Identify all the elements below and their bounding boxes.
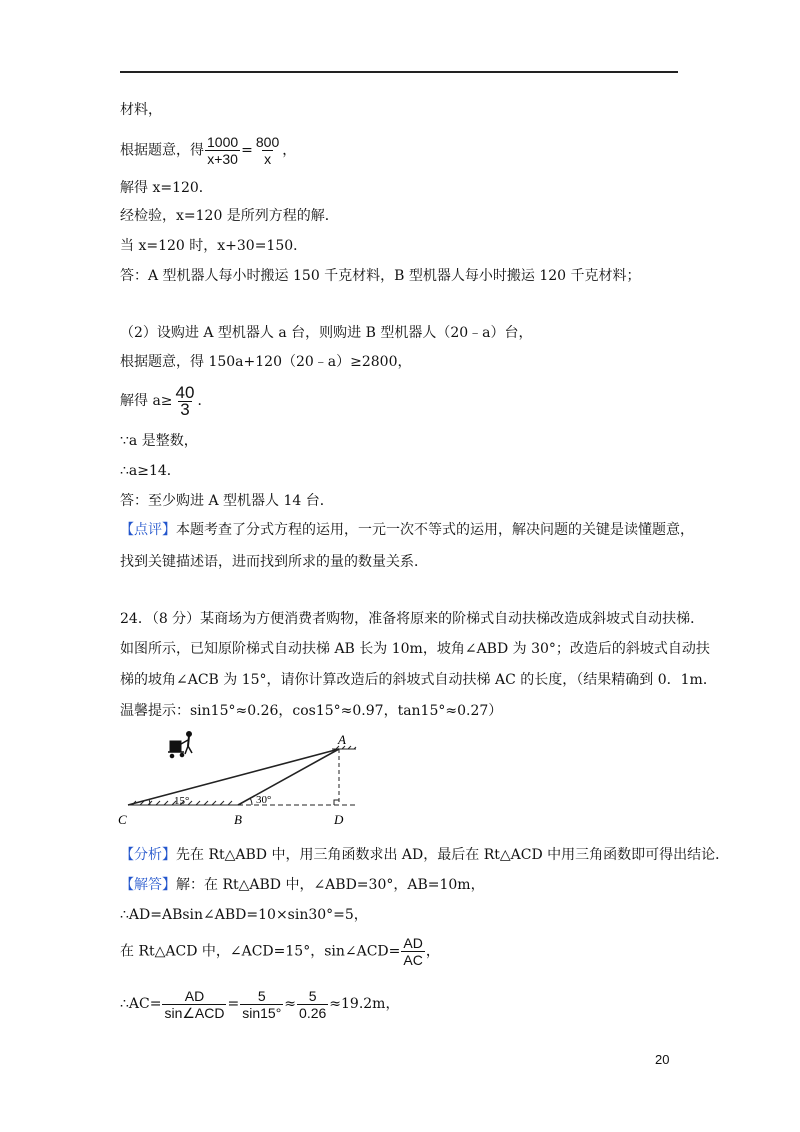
equals-sign: = — [241, 142, 253, 159]
text-span: 先在 Rt△ABD 中，用三角函数求出 AD，最后在 Rt△ACD 中用三角函数即可得出结论． — [176, 847, 730, 863]
denominator: sin∠ACD — [164, 1004, 225, 1021]
angle-label-30: 30° — [256, 794, 272, 806]
numerator: 5 — [257, 987, 266, 1004]
page-number: 20 — [655, 1052, 670, 1067]
equation-line — [120, 935, 440, 968]
numerator: 40 — [175, 382, 195, 402]
text-line: 找到关键描述语，进而找到所求的量的数量关系． — [120, 554, 428, 570]
fraction — [254, 134, 281, 167]
text-line: 经检验，x=120 是所列方程的解． — [120, 208, 339, 224]
text-line: 材料， — [120, 102, 162, 118]
angle-arc-b — [250, 798, 252, 805]
text-line: 解得 x=120． — [120, 180, 213, 196]
fraction — [401, 935, 424, 968]
denominator: 0.26 — [299, 1004, 327, 1021]
equals-sign: = — [227, 996, 240, 1012]
right-angle-mark — [334, 800, 339, 805]
header-rule — [120, 71, 678, 73]
denominator: x — [264, 151, 272, 167]
analysis-tag: 【分析】 — [120, 847, 176, 863]
text-line: ∴a≥14． — [120, 463, 181, 479]
text-line: 根据题意，得 150a+120（20﹣a）≥2800， — [120, 354, 412, 370]
escalator-figure — [110, 728, 380, 830]
denominator: 3 — [180, 399, 190, 419]
fraction — [162, 988, 226, 1021]
analysis-line — [120, 845, 729, 865]
text-span: ， — [282, 142, 297, 159]
label-d: D — [334, 812, 344, 827]
slope-ab — [238, 749, 339, 805]
numerator: 1000 — [207, 134, 239, 150]
fraction — [174, 382, 197, 419]
text-line: 答：至少购进 A 型机器人 14 台． — [120, 493, 334, 509]
text-span: ． — [197, 393, 212, 409]
text-line: 答：A 型机器人每小时搬运 150 千克材料，B 型机器人每小时搬运 120 千克材料； — [120, 268, 641, 284]
text-span: 在 Rt△ACD 中，∠ACD=15°，sin∠ACD= — [120, 943, 401, 960]
person-cart-icon — [168, 732, 192, 758]
denominator: AC — [403, 952, 423, 968]
numerator: AD — [403, 935, 423, 951]
numerator: AD — [184, 987, 205, 1004]
label-b: B — [234, 812, 242, 827]
equation-line — [120, 383, 211, 419]
denominator: x+30 — [207, 151, 238, 167]
fraction — [205, 134, 240, 167]
fraction — [297, 988, 328, 1021]
label-a: A — [338, 732, 346, 747]
numerator: 800 — [255, 134, 280, 150]
answer-line — [120, 875, 485, 895]
slope-ac — [128, 749, 339, 805]
question-line: 温馨提示：sin15°≈0.26，cos15°≈0.97，tan15°≈0.27） — [120, 703, 503, 719]
numerator: 5 — [308, 987, 317, 1004]
text-span: 解得 a≥ — [120, 393, 173, 409]
text-span: 解：在 Rt△ABD 中，∠ABD=30°，AB=10m， — [176, 877, 485, 893]
answer-tag: 【解答】 — [120, 877, 176, 893]
text-span: 本题考查了分式方程的运用，一元一次不等式的运用，解决问题的关键是读懂题意， — [176, 522, 694, 538]
denominator: sin15° — [242, 1004, 282, 1021]
comment-line — [120, 520, 694, 540]
label-c: C — [118, 812, 127, 827]
text-span: ≈19.2m， — [329, 996, 400, 1012]
question-line: 梯的坡角∠ACB 为 15°，请你计算改造后的斜坡式自动扶梯 AC 的长度，（结果精确到 0．1m． — [120, 672, 717, 688]
text-span: 根据题意，得 — [120, 142, 204, 159]
angle-label-15: 15° — [174, 795, 190, 807]
approx-sign: ≈ — [284, 996, 297, 1012]
text-span: ∴AC= — [120, 996, 162, 1012]
equation-line — [120, 134, 296, 167]
question-line: 如图所示，已知原阶梯式自动扶梯 AB 长为 10m，坡角∠ABD 为 30°；改造后的斜坡式自动扶 — [120, 641, 710, 657]
text-line: ∵a 是整数， — [120, 433, 198, 449]
text-line: ∴AD=ABsin∠ABD=10×sin30°=5， — [120, 907, 368, 923]
text-line: （2）设购进 A 型机器人 a 台，则购进 B 型机器人（20﹣a）台， — [120, 325, 533, 341]
equation-line — [120, 986, 399, 1022]
text-line: 当 x=120 时，x+30=150． — [120, 238, 308, 254]
comment-tag: 【点评】 — [120, 522, 176, 538]
fraction — [240, 988, 283, 1021]
question-line: 24．（8 分）某商场为方便消费者购物，准备将原来的阶梯式自动扶梯改造成斜坡式自动扶梯． — [120, 611, 705, 627]
text-span: ， — [425, 943, 440, 960]
